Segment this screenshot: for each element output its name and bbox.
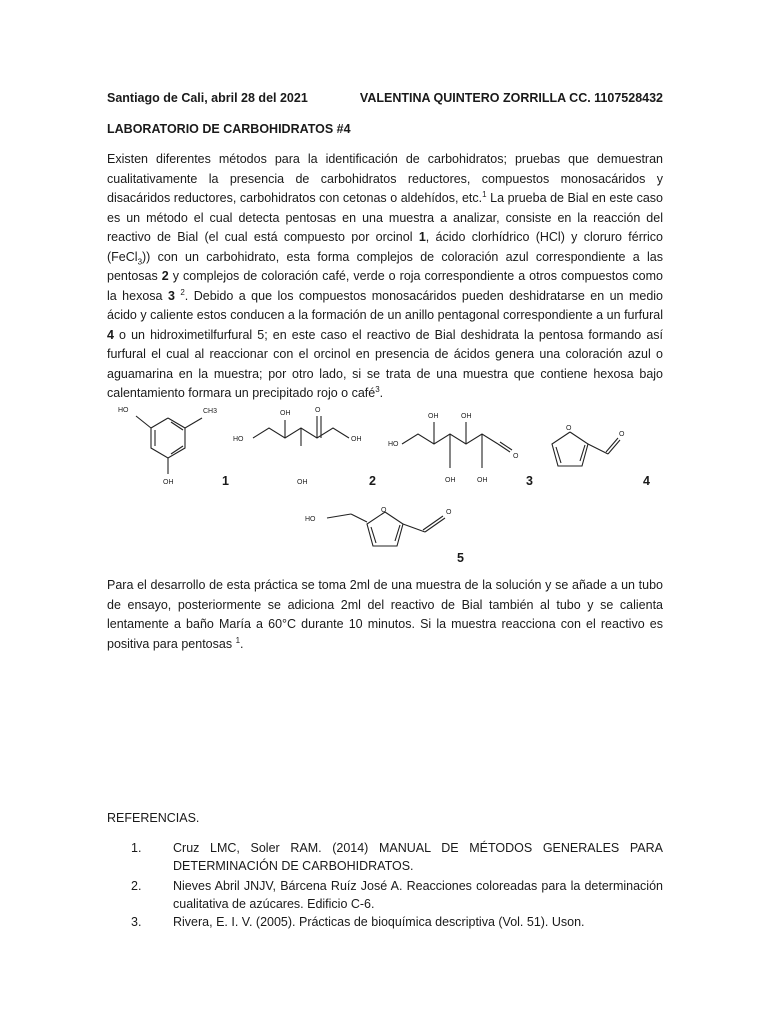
document-title: LABORATORIO DE CARBOHIDRATOS #4: [107, 122, 351, 136]
pentose-structure: [233, 398, 373, 490]
molecule-label-2: 2: [369, 474, 376, 488]
svg-text:O: O: [446, 509, 452, 516]
place-date: Santiago de Cali, abril 28 del 2021: [107, 91, 308, 105]
furfural-structure: [540, 414, 640, 484]
molecule-label-3: 3: [526, 474, 533, 488]
svg-text:OH: OH: [477, 477, 488, 484]
molecule-label-4: 4: [643, 474, 650, 488]
svg-text:OH: OH: [280, 410, 291, 417]
references-title: REFERENCIAS.: [107, 811, 200, 825]
intro-paragraph: Existen diferentes métodos para la identificación de carbohidratos; pruebas que demuestran cualitativamente la presencia de carbohidratos reductores, compuestos monosacáridos y disacáridos reductores, carbohidratos con cetonas o aldehídos, etc.$^1$ La prueba de Bial en este caso es un método el cual detecta pentosas en una muestra a analizar, consiste en la reacción del reactivo de Bial (el cual está compuesto por orcinol 1, ácido clorhídrico (HCl) y cloruro férrico (FeCl$_3$)) con un carbohidrato, esta forma complejos de coloración azul correspondiente a las pentosas 2 y complejos de coloración café, verde o roja correspondiente a otros compuestos como la hexosa 3 $^2$. Debido a que los compuestos monosacáridos pueden deshidratarse en un medio ácido y caliente estos conducen a la formación de un anillo pentagonal correspondiente a un furfural 4 o un hidroximetilfurfural 5; en este caso el reactivo de Bial deshidrata la pentosa formando así furfural el cual al reaccionar con el orcinol en presencia de ácidos genera una coloración azul o aguamarina en la muestra; por otro lado, si se trata de una muestra que contiene hexosa bajo calentamiento formara un precipitado rojo o café$^3$.: [107, 152, 664, 400]
reference-text: Rivera, E. I. V. (2005). Prácticas de bioquímica descriptiva (Vol. 51). Uson.: [173, 915, 585, 929]
svg-text:OH: OH: [351, 436, 362, 443]
procedure-paragraph: Para el desarrollo de esta práctica se toma 2ml de una muestra de la solución y se añade a un tubo de ensayo, posteriormente se adiciona 2ml del reactivo de Bial también al tubo y se calienta lentamente a baño María a 60°C durante 10 minutos. Si la muestra reacciona con el reactivo es positiva para pentosas $^1$.: [107, 578, 663, 651]
reference-number: 1.: [131, 841, 142, 855]
svg-text:O: O: [513, 453, 519, 460]
molecule-label-1: 1: [222, 474, 229, 488]
svg-text:CH3: CH3: [203, 408, 218, 415]
svg-text:OH: OH: [461, 413, 472, 420]
svg-text:O: O: [315, 407, 321, 414]
author-line: VALENTINA QUINTERO ZORRILLA CC. 1107528432: [359, 91, 663, 105]
reference-number: 2.: [131, 879, 142, 893]
reference-text: Nieves Abril JNJV, Bárcena Ruíz José A. Reacciones coloreadas para la determinación cualitativa de azúcares. Edificio C-6.: [173, 879, 663, 911]
svg-text:O: O: [381, 507, 387, 514]
svg-text:HO: HO: [233, 436, 244, 443]
svg-text:HO: HO: [118, 407, 129, 414]
reference-number: 3.: [131, 915, 142, 929]
svg-text:OH: OH: [297, 479, 308, 486]
reference-text: Cruz LMC, Soler RAM. (2014) MANUAL DE MÉTODOS GENERALES PARA DETERMINACIÓN DE CARBOHIDRATOS.: [173, 841, 663, 873]
svg-text:OH: OH: [428, 413, 439, 420]
svg-text:OH: OH: [445, 477, 456, 484]
orcinol-structure: [112, 398, 222, 490]
molecule-label-5: 5: [457, 551, 464, 565]
hexose-structure: [388, 398, 528, 490]
svg-text:HO: HO: [388, 441, 399, 448]
svg-text:O: O: [619, 431, 625, 438]
svg-text:O: O: [566, 425, 572, 432]
svg-text:OH: OH: [163, 479, 174, 486]
svg-text:HO: HO: [305, 516, 316, 523]
hmf-structure: [305, 504, 465, 568]
